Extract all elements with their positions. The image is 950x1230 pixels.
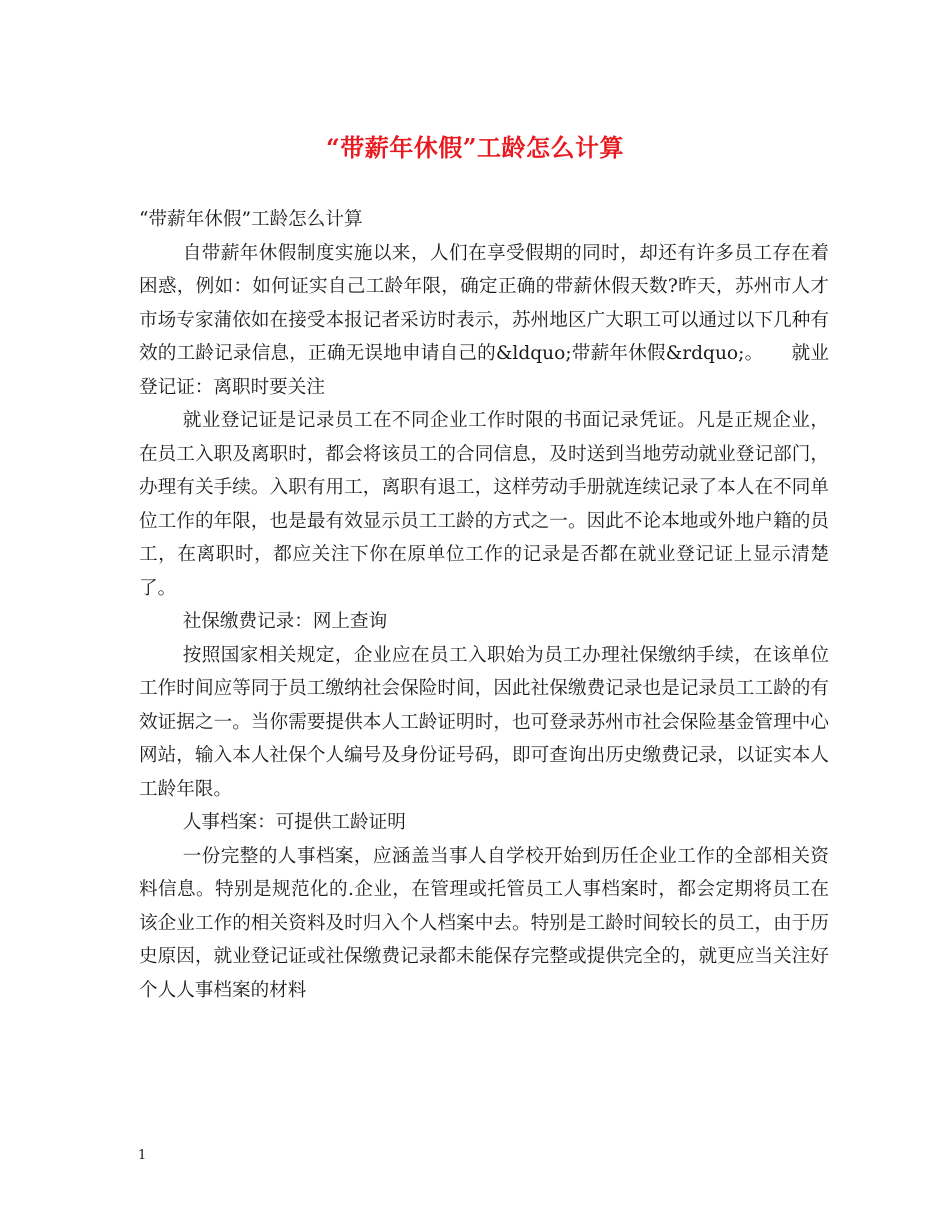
paragraph-subtitle: “带薪年休假”工龄怎么计算 [139,209,363,230]
paragraph-personnel-file: 一份完整的人事档案，应涵盖当事人自学校开始到历任企业工作的全部相关资料信息。特别是规范化的.企业，在管理或托管员工人事档案时，都会定期将员工在该企业工作的相关资料及时归入个人档案中去。特别是工龄时间较长的员工，由于历史原因，就业登记证或社保缴费记录都未能保存完整或提供完全的，就更应当关注好个人人事档案的材料 [139,845,829,1001]
paragraph-intro: 自带薪年休假制度实施以来，人们在享受假期的同时，却还有许多员工存在着困惑，例如：如何证实自己工龄年限，确定正确的带薪休假天数?昨天，苏州市人才市场专家蒲依如在接受本报记者采访时表示，苏州地区广大职工可以通过以下几种有效的工龄记录信息，正确无误地申请自己的&ldquo;带薪年休假&rdquo;。 就业登记证：离职时要关注 [139,242,829,398]
section-heading-personnel-file: 人事档案：可提供工龄证明 [182,812,406,833]
document-title: “带薪年休假”工龄怎么计算 [325,133,625,162]
page-number: 1 [138,1148,147,1163]
document-body [139,203,829,1007]
paragraph-social-security: 按照国家相关规定，企业应在员工入职始为员工办理社保缴纳手续，在该单位工作时间应等同于员工缴纳社会保险时间，因此社保缴费记录也是记录员工工龄的有效证据之一。当你需要提供本人工龄证明时，也可登录苏州市社会保险基金管理中心网站，输入本人社保个人编号及身份证号码，即可查询出历史缴费记录，以证实本人工龄年限。 [139,644,829,800]
section-heading-social-security: 社保缴费记录：网上查询 [182,611,388,632]
paragraph-employment-registration: 就业登记证是记录员工在不同企业工作时限的书面记录凭证。凡是正规企业，在员工入职及离职时，都会将该员工的合同信息，及时送到当地劳动就业登记部门，办理有关手续。入职有用工，离职有退工，这样劳动手册就连续记录了本人在不同单位工作的年限，也是最有效显示员工工龄的方式之一。因此不论本地或外地户籍的员工，在离职时，都应关注下你在原单位工作的记录是否都在就业登记证上显示清楚了。 [139,410,829,599]
